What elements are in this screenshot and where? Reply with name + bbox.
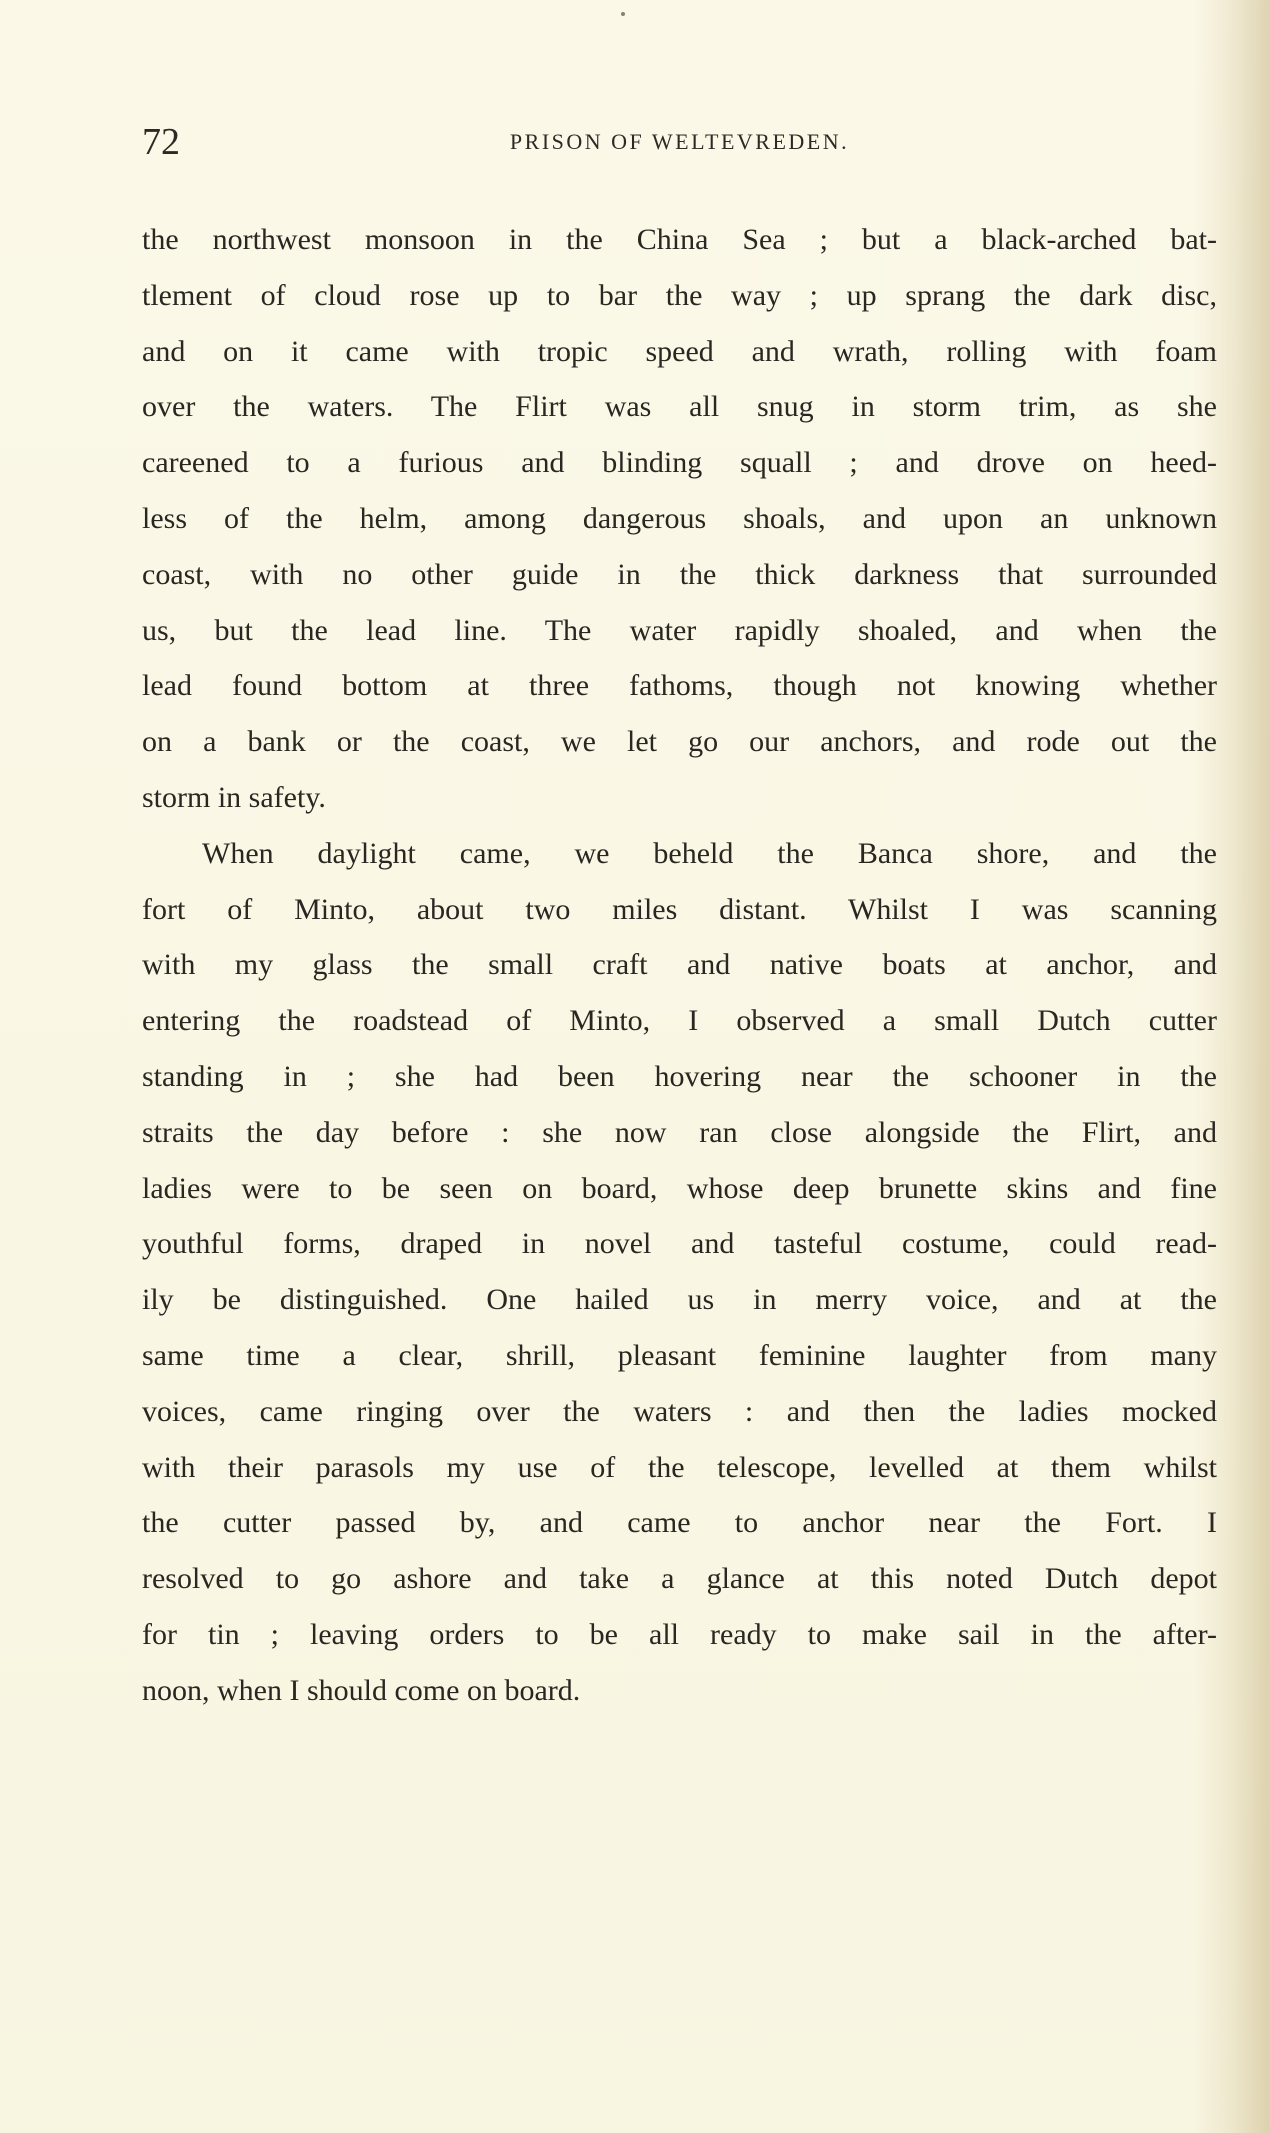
page-number: 72 bbox=[142, 121, 180, 163]
text-line-10: on a bank or the coast, we let go our anchors, and rode out the bbox=[142, 725, 1217, 759]
text-line-1: the northwest monsoon in the China Sea ; but a black-arched bat- bbox=[142, 223, 1217, 256]
text-line-6: less of the helm, among dangerous shoals, and upon an unknown bbox=[142, 501, 1217, 535]
text-line-14: with my glass the small craft and native boats at anchor, and bbox=[142, 948, 1217, 982]
text-line-8: us, but the lead line. The water rapidly shoaled, and when the bbox=[142, 613, 1217, 647]
text-line-24: the cutter passed by, and came to anchor near the Fort. I bbox=[142, 1506, 1217, 1540]
text-line-17: straits the day before : she now ran close alongside the Flirt, and bbox=[142, 1115, 1217, 1149]
text-line-21: same time a clear, shrill, pleasant feminine laughter from many bbox=[142, 1338, 1217, 1372]
text-line-12: When daylight came, we beheld the Banca shore, and the bbox=[202, 836, 1217, 870]
text-line-3: and on it came with tropic speed and wrath, rolling with foam bbox=[142, 334, 1217, 368]
text-line-11: storm in safety. bbox=[142, 780, 326, 814]
text-line-26: for tin ; leaving orders to be all ready to make sail in the after- bbox=[142, 1617, 1217, 1651]
body-text bbox=[142, 212, 1217, 1719]
text-line-4: over the waters. The Flirt was all snug in storm trim, as she bbox=[142, 390, 1217, 424]
text-line-5: careened to a furious and blinding squall ; and drove on heed- bbox=[142, 446, 1217, 480]
text-line-27: noon, when I should come on board. bbox=[142, 1673, 581, 1707]
text-line-18: ladies were to be seen on board, whose deep brunette skins and fine bbox=[142, 1171, 1217, 1205]
text-line-2: tlement of cloud rose up to bar the way ; up sprang the dark disc, bbox=[142, 278, 1217, 312]
text-line-7: coast, with no other guide in the thick darkness that surrounded bbox=[142, 557, 1217, 591]
text-line-13: fort of Minto, about two miles distant. Whilst I was scanning bbox=[142, 892, 1217, 926]
ink-speck bbox=[621, 12, 625, 16]
text-line-9: lead found bottom at three fathoms, though not knowing whether bbox=[142, 669, 1217, 703]
text-line-15: entering the roadstead of Minto, I observed a small Dutch cutter bbox=[142, 1004, 1217, 1038]
text-line-25: resolved to go ashore and take a glance at this noted Dutch depot bbox=[142, 1562, 1217, 1596]
text-line-22: voices, came ringing over the waters : and then the ladies mocked bbox=[142, 1394, 1217, 1428]
text-line-16: standing in ; she had been hovering near the schooner in the bbox=[142, 1059, 1217, 1093]
text-line-20: ily be distinguished. One hailed us in merry voice, and at the bbox=[142, 1283, 1217, 1317]
running-head bbox=[142, 120, 1217, 164]
text-line-23: with their parasols my use of the telescope, levelled at them whilst bbox=[142, 1450, 1217, 1484]
text-line-19: youthful forms, draped in novel and tasteful costume, could read- bbox=[142, 1227, 1217, 1261]
page-title: PRISON OF WELTEVREDEN. bbox=[509, 129, 850, 154]
